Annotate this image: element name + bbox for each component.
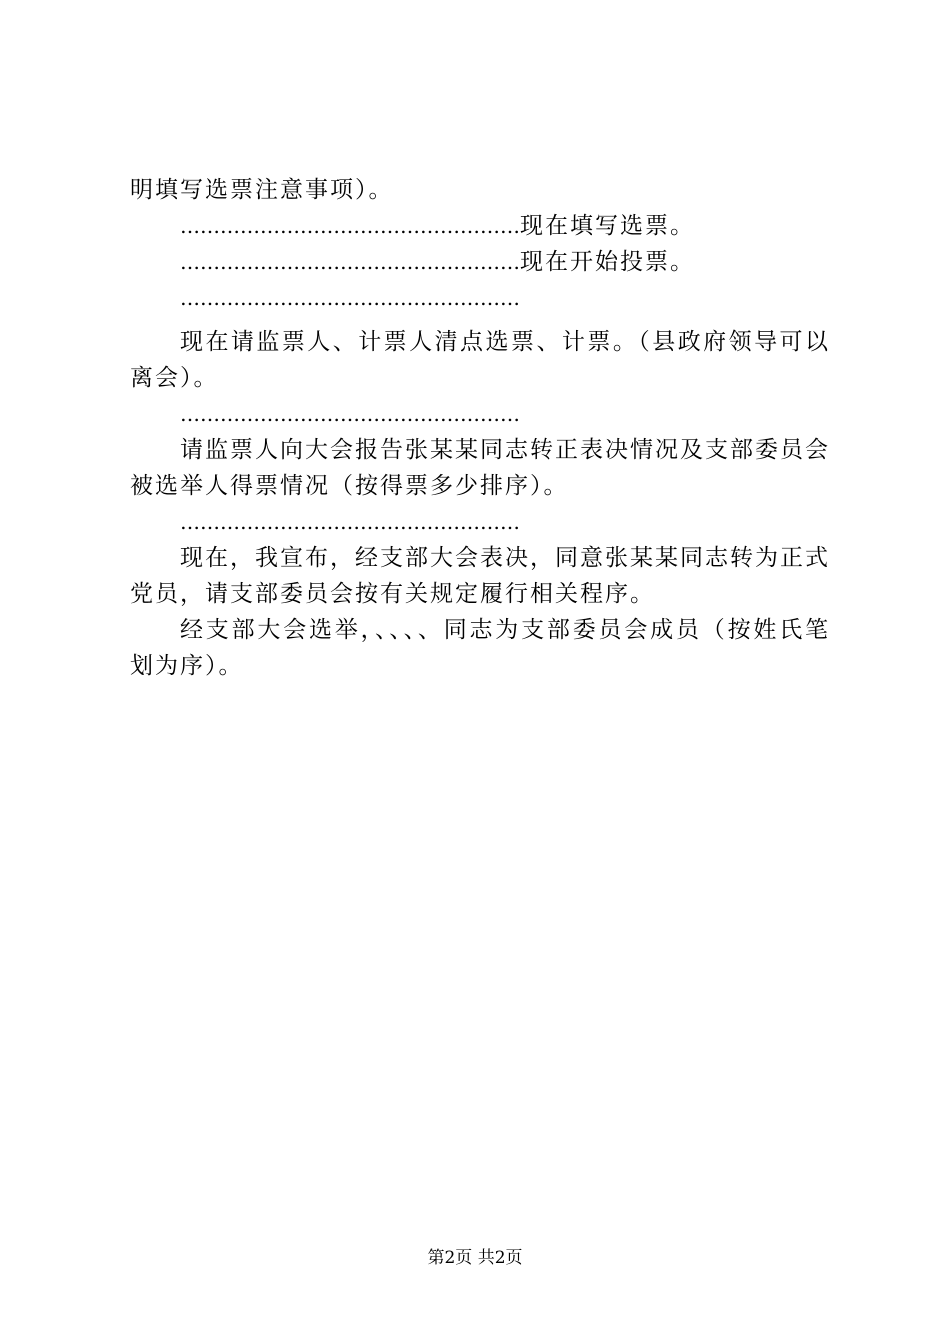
paragraph-announce-membership: 现在，我宣布，经支部大会表决，同意张某某同志转为正式党员，请支部委员会按有关规定履行相关程序。 [130, 545, 830, 607]
dotted-leader: …………………………………………… [180, 402, 520, 426]
paragraph-report-results: 请监票人向大会报告张某某同志转正表决情况及支部委员会被选举人得票情况（按得票多少排序）。 [130, 437, 830, 499]
dotted-leader: …………………………………………… [180, 214, 520, 238]
dotted-line-start-voting [130, 244, 830, 280]
paragraph-announce-committee: 经支部大会选举，、、、、同志为支部委员会成员（按姓氏笔划为序）。 [130, 617, 830, 679]
paragraph-count-ballots: 现在请监票人、计票人清点选票、计票。（县政府领导可以离会）。 [130, 329, 830, 391]
dotted-line-fill-ballot [130, 208, 830, 244]
text-start-voting: 现在开始投票。 [520, 249, 695, 275]
page-number: 第2页 共2页 [427, 1248, 523, 1268]
text-fill-ballot: 现在填写选票。 [520, 213, 695, 239]
text-line-continued [130, 172, 830, 208]
text-continued: 明填写选票注意事项）。 [130, 177, 394, 203]
dotted-separator [130, 504, 830, 540]
dotted-separator [130, 280, 830, 316]
dotted-leader: …………………………………………… [180, 286, 520, 310]
dotted-leader: …………………………………………… [180, 250, 520, 274]
dotted-leader: …………………………………………… [180, 510, 520, 534]
dotted-separator [130, 396, 830, 432]
document-body [130, 172, 830, 684]
